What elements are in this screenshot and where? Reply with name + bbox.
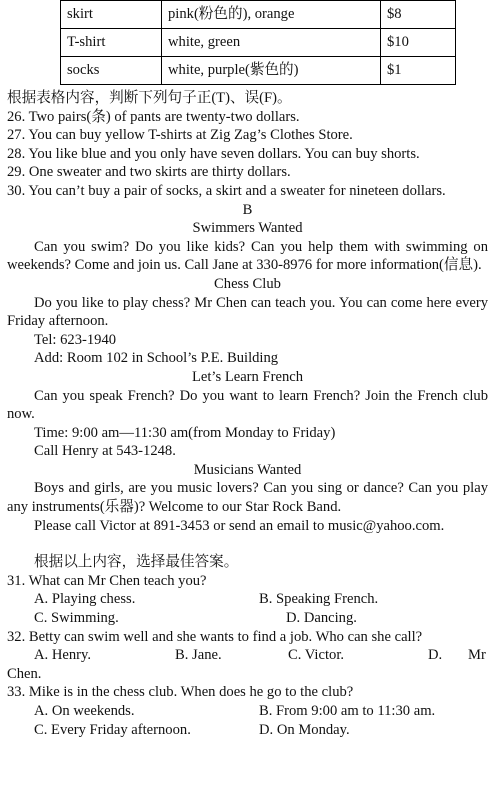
option-d-continued: Chen. — [7, 665, 42, 682]
option-d-text: Mr — [468, 647, 486, 664]
table-cell: $1 — [381, 57, 456, 85]
question-33-options-row2 — [7, 721, 488, 740]
question-30: 30. You can’t buy a pair of socks, a skirt and a sweater for nineteen dollars. — [7, 182, 446, 199]
section-b-label: B — [242, 201, 253, 218]
question-31-stem: 31. What can Mr Chen teach you? — [7, 572, 207, 589]
ad-french-title: Let’s Learn French — [191, 368, 304, 385]
ad-chess-body: Do you like to play chess? Mr Chen can teach you. You can come here every Friday afternoon. — [7, 294, 488, 330]
table-cell: pink(粉色的), orange — [162, 1, 381, 29]
question-27: 27. You can buy yellow T-shirts at Zig Zag’s Clothes Store. — [7, 127, 353, 144]
option-b: B. Speaking French. — [259, 591, 379, 608]
table-cell: skirt — [61, 1, 162, 29]
question-26: 26. Two pairs(条) of pants are twenty-two dollars. — [7, 108, 300, 125]
document-body — [7, 89, 488, 739]
question-32-options — [7, 646, 488, 665]
table-cell: T-shirt — [61, 29, 162, 57]
question-28: 28. You like blue and you only have seven dollars. You can buy shorts. — [7, 145, 420, 162]
ad-swimmers-title: Swimmers Wanted — [192, 220, 303, 237]
option-d: D. On Monday. — [259, 721, 350, 738]
ad-chess-tel: Tel: 623-1940 — [34, 331, 117, 348]
part-a-instruction: 根据表格内容，判断下列句子正(T)、误(F)。 — [7, 90, 292, 106]
spacer — [7, 535, 488, 553]
ad-musicians-call: Please call Victor at 891-3453 or send an email to music@yahoo.com. — [34, 517, 445, 534]
option-b: B. Jane. — [175, 647, 222, 664]
question-29: 29. One sweater and two skirts are thirty dollars. — [7, 164, 291, 181]
price-table — [60, 0, 456, 85]
ad-chess-title: Chess Club — [214, 275, 281, 292]
option-a: A. On weekends. — [34, 703, 135, 719]
question-33-options-row1 — [7, 702, 488, 721]
question-32-stem: 32. Betty can swim well and she wants to find a job. Who can she call? — [7, 628, 423, 645]
option-a: A. Playing chess. — [34, 591, 136, 608]
table-cell: $10 — [381, 29, 456, 57]
option-a: A. Henry. — [34, 647, 92, 664]
ad-french-time: Time: 9:00 am—11:30 am(from Monday to Friday) — [34, 424, 336, 441]
option-c: C. Victor. — [288, 647, 345, 664]
table-cell: socks — [61, 57, 162, 85]
table-cell: white, green — [162, 29, 381, 57]
ad-swimmers-body: Can you swim? Do you like kids? Can you help them with swimming on weekends? Come and join us. Call Jane at 330-8976 for more information(信息). — [7, 238, 488, 274]
table-cell: $8 — [381, 1, 456, 29]
option-c: C. Swimming. — [34, 610, 119, 627]
option-d: D. — [428, 647, 443, 664]
ad-chess-address: Add: Room 102 in School’s P.E. Building — [34, 350, 279, 367]
table-row — [61, 1, 456, 29]
table-cell: white, purple(紫色的) — [162, 57, 381, 85]
question-33-stem: 33. Mike is in the chess club. When does he go to the club? — [7, 684, 354, 701]
option-b: B. From 9:00 am to 11:30 am. — [259, 703, 436, 719]
question-31-options-row1 — [7, 590, 488, 609]
ad-french-call: Call Henry at 543-1248. — [34, 443, 176, 460]
option-d: D. Dancing. — [286, 610, 357, 627]
table-row — [61, 29, 456, 57]
option-c: C. Every Friday afternoon. — [34, 721, 191, 738]
ad-musicians-title: Musicians Wanted — [193, 461, 302, 478]
ad-french-body: Can you speak French? Do you want to learn French? Join the French club now. — [7, 387, 488, 423]
table-row — [61, 57, 456, 85]
part-b-instruction: 根据以上内容，选择最佳答案。 — [34, 554, 239, 571]
ad-musicians-body: Boys and girls, are you music lovers? Can you sing or dance? Can you play any instruments(乐器)? Welcome to our Star Rock Band. — [7, 480, 488, 516]
question-31-options-row2 — [7, 609, 488, 628]
